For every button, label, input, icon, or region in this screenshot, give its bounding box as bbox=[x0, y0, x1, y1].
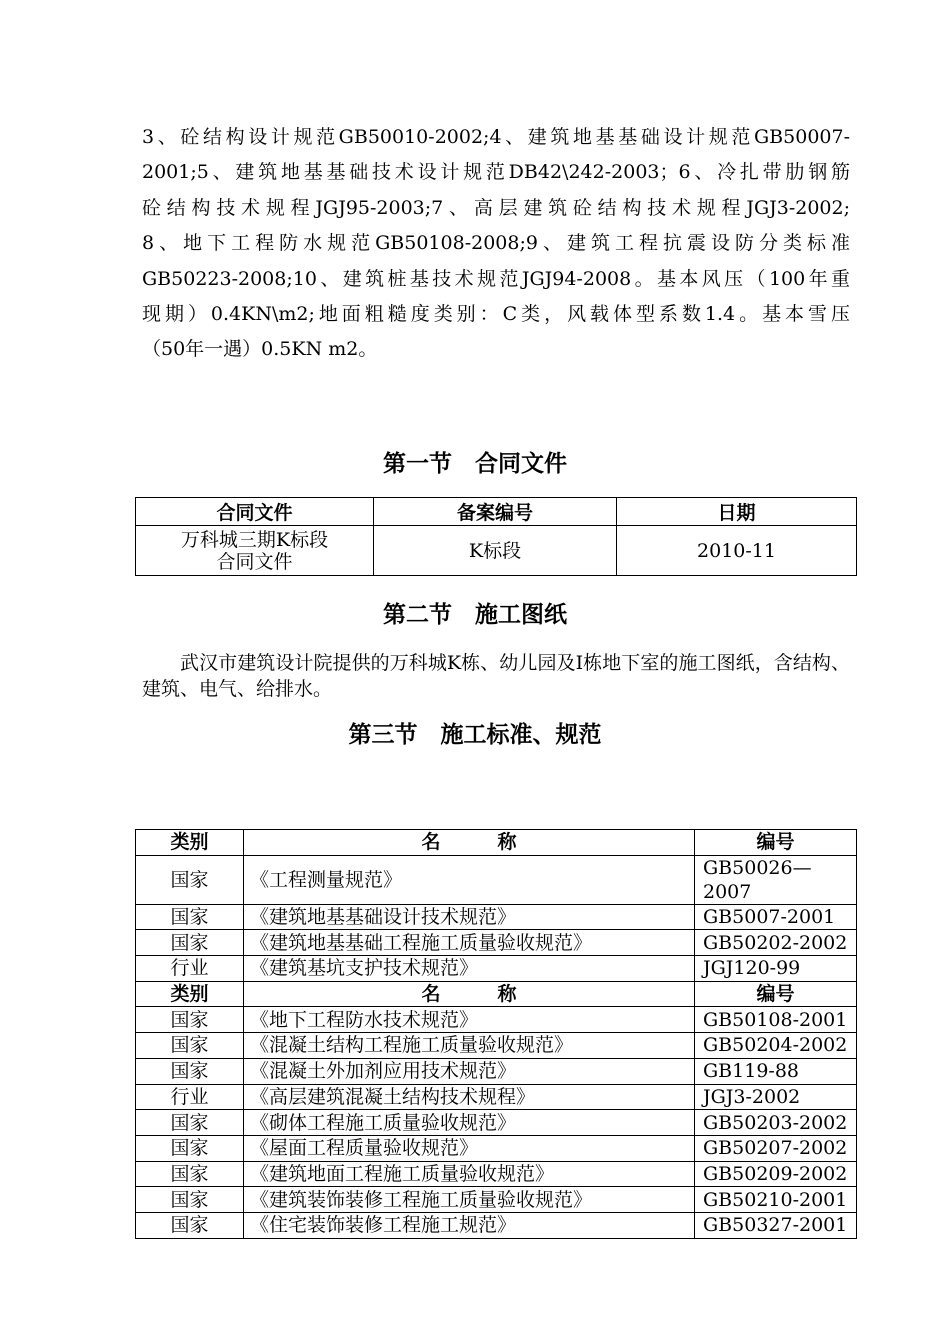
standard-type-cell: 国家 bbox=[136, 930, 244, 956]
intro-line: GB50223-2008;10、建筑桩基技术规范JGJ94-2008。基本风压（100年重 bbox=[142, 267, 850, 290]
table-row bbox=[136, 1058, 857, 1084]
standard-name-cell: 《建筑装饰装修工程施工质量验收规范》 bbox=[244, 1187, 695, 1213]
intro-line: （50年一遇）0.5KN m2。 bbox=[142, 338, 378, 361]
standard-code-cell: JGJ120-99 bbox=[695, 956, 857, 982]
table-row bbox=[136, 1033, 857, 1059]
table-row bbox=[136, 1110, 857, 1136]
contract-doc-line: 万科城三期K标段 bbox=[180, 528, 329, 551]
standard-name-cell: 《建筑地基基础工程施工质量验收规范》 bbox=[244, 930, 695, 956]
standards-table-header bbox=[136, 830, 857, 856]
contract-table bbox=[135, 497, 857, 576]
standard-type-cell: 国家 bbox=[136, 1033, 244, 1059]
standard-name-cell: 《混凝土外加剂应用技术规范》 bbox=[244, 1058, 695, 1084]
standard-code-cell: GB119-88 bbox=[695, 1058, 857, 1084]
table-row bbox=[136, 956, 857, 982]
standards-table-header bbox=[136, 981, 857, 1007]
table-row bbox=[136, 1135, 857, 1161]
header-cell: 编号 bbox=[695, 981, 857, 1007]
standard-code-cell: GB50327-2001 bbox=[695, 1212, 857, 1238]
standard-code-cell: GB50202-2002 bbox=[695, 930, 857, 956]
header-cell: 备案编号 bbox=[374, 498, 617, 526]
contract-doc-cell bbox=[136, 526, 374, 576]
standard-code-cell: GB50108-2001 bbox=[695, 1007, 857, 1033]
standard-name-cell: 《地下工程防水技术规范》 bbox=[244, 1007, 695, 1033]
standard-type-cell: 行业 bbox=[136, 1084, 244, 1110]
standard-name-cell: 《混凝土结构工程施工质量验收规范》 bbox=[244, 1033, 695, 1059]
standard-type-cell: 国家 bbox=[136, 1161, 244, 1187]
standard-type-cell: 国家 bbox=[136, 1058, 244, 1084]
standard-code-cell: GB50204-2002 bbox=[695, 1033, 857, 1059]
standard-type-cell: 国家 bbox=[136, 1135, 244, 1161]
standard-code-cell: GB50203-2002 bbox=[695, 1110, 857, 1136]
section1-title: 第一节 合同文件 bbox=[383, 451, 567, 477]
table-row bbox=[136, 1084, 857, 1110]
standard-code-cell: JGJ3-2002 bbox=[695, 1084, 857, 1110]
standards-table bbox=[135, 829, 857, 1239]
standard-type-cell: 国家 bbox=[136, 1110, 244, 1136]
contract-table-header bbox=[136, 498, 857, 526]
intro-line: 2001;5、建筑地基基础技术设计规范DB42\242-2003；6、冷扎带肋钢筋 bbox=[142, 161, 850, 184]
standard-name-cell: 《建筑地面工程施工质量验收规范》 bbox=[244, 1161, 695, 1187]
section3-title: 第三节 施工标准、规范 bbox=[348, 722, 602, 748]
contract-date-cell: 2010-11 bbox=[617, 526, 857, 576]
table-row bbox=[136, 855, 857, 904]
standard-name-cell: 《高层建筑混凝土结构技术规程》 bbox=[244, 1084, 695, 1110]
standard-name-cell: 《砌体工程施工质量验收规范》 bbox=[244, 1110, 695, 1136]
section2-title: 第二节 施工图纸 bbox=[383, 602, 567, 628]
standard-type-cell: 国家 bbox=[136, 1212, 244, 1238]
standard-code-cell: GB50207-2002 bbox=[695, 1135, 857, 1161]
header-cell: 名 称 bbox=[244, 981, 695, 1007]
header-cell: 日期 bbox=[617, 498, 857, 526]
header-cell: 合同文件 bbox=[136, 498, 374, 526]
header-cell: 名 称 bbox=[244, 830, 695, 856]
standard-type-cell: 国家 bbox=[136, 1007, 244, 1033]
contract-doc-line: 合同文件 bbox=[216, 550, 293, 573]
table-row bbox=[136, 1007, 857, 1033]
standard-code-cell: GB50209-2002 bbox=[695, 1161, 857, 1187]
standard-type-cell: 行业 bbox=[136, 956, 244, 982]
table-row bbox=[136, 1187, 857, 1213]
standard-type-cell: 国家 bbox=[136, 855, 244, 904]
intro-line: 3、砼结构设计规范GB50010-2002;4、建筑地基基础设计规范GB50007- bbox=[142, 126, 850, 148]
standard-code-cell: GB50026—2007 bbox=[695, 855, 857, 904]
standard-type-cell: 国家 bbox=[136, 904, 244, 930]
section2-body: 武汉市建筑设计院提供的万科城K栋、幼儿园及I栋地下室的施工图纸，含结构、建筑、电气、给排水。 bbox=[142, 652, 850, 700]
intro-paragraph bbox=[142, 120, 850, 368]
table-row bbox=[136, 904, 857, 930]
header-cell: 类别 bbox=[136, 830, 244, 856]
standard-name-cell: 《建筑基坑支护技术规范》 bbox=[244, 956, 695, 982]
standard-name-cell: 《工程测量规范》 bbox=[244, 855, 695, 904]
standard-type-cell: 国家 bbox=[136, 1187, 244, 1213]
intro-line: 砼结构技术规程JGJ95-2003;7、高层建筑砼结构技术规程JGJ3-2002; bbox=[142, 196, 850, 219]
intro-line: 8、地下工程防水规范GB50108-2008;9、建筑工程抗震设防分类标准 bbox=[142, 232, 850, 255]
standard-name-cell: 《屋面工程质量验收规范》 bbox=[244, 1135, 695, 1161]
standard-code-cell: GB5007-2001 bbox=[695, 904, 857, 930]
header-cell: 编号 bbox=[695, 830, 857, 856]
table-row bbox=[136, 1161, 857, 1187]
standard-name-cell: 《建筑地基基础设计技术规范》 bbox=[244, 904, 695, 930]
table-row bbox=[136, 930, 857, 956]
table-row bbox=[136, 1212, 857, 1238]
intro-line: 现期）0.4KN\m2;地面粗糙度类别：C类，风载体型系数1.4。基本雪压 bbox=[142, 303, 850, 326]
standard-name-cell: 《住宅装饰装修工程施工规范》 bbox=[244, 1212, 695, 1238]
table-row bbox=[136, 526, 857, 576]
standard-code-cell: GB50210-2001 bbox=[695, 1187, 857, 1213]
header-cell: 类别 bbox=[136, 981, 244, 1007]
contract-code-cell: K标段 bbox=[374, 526, 617, 576]
